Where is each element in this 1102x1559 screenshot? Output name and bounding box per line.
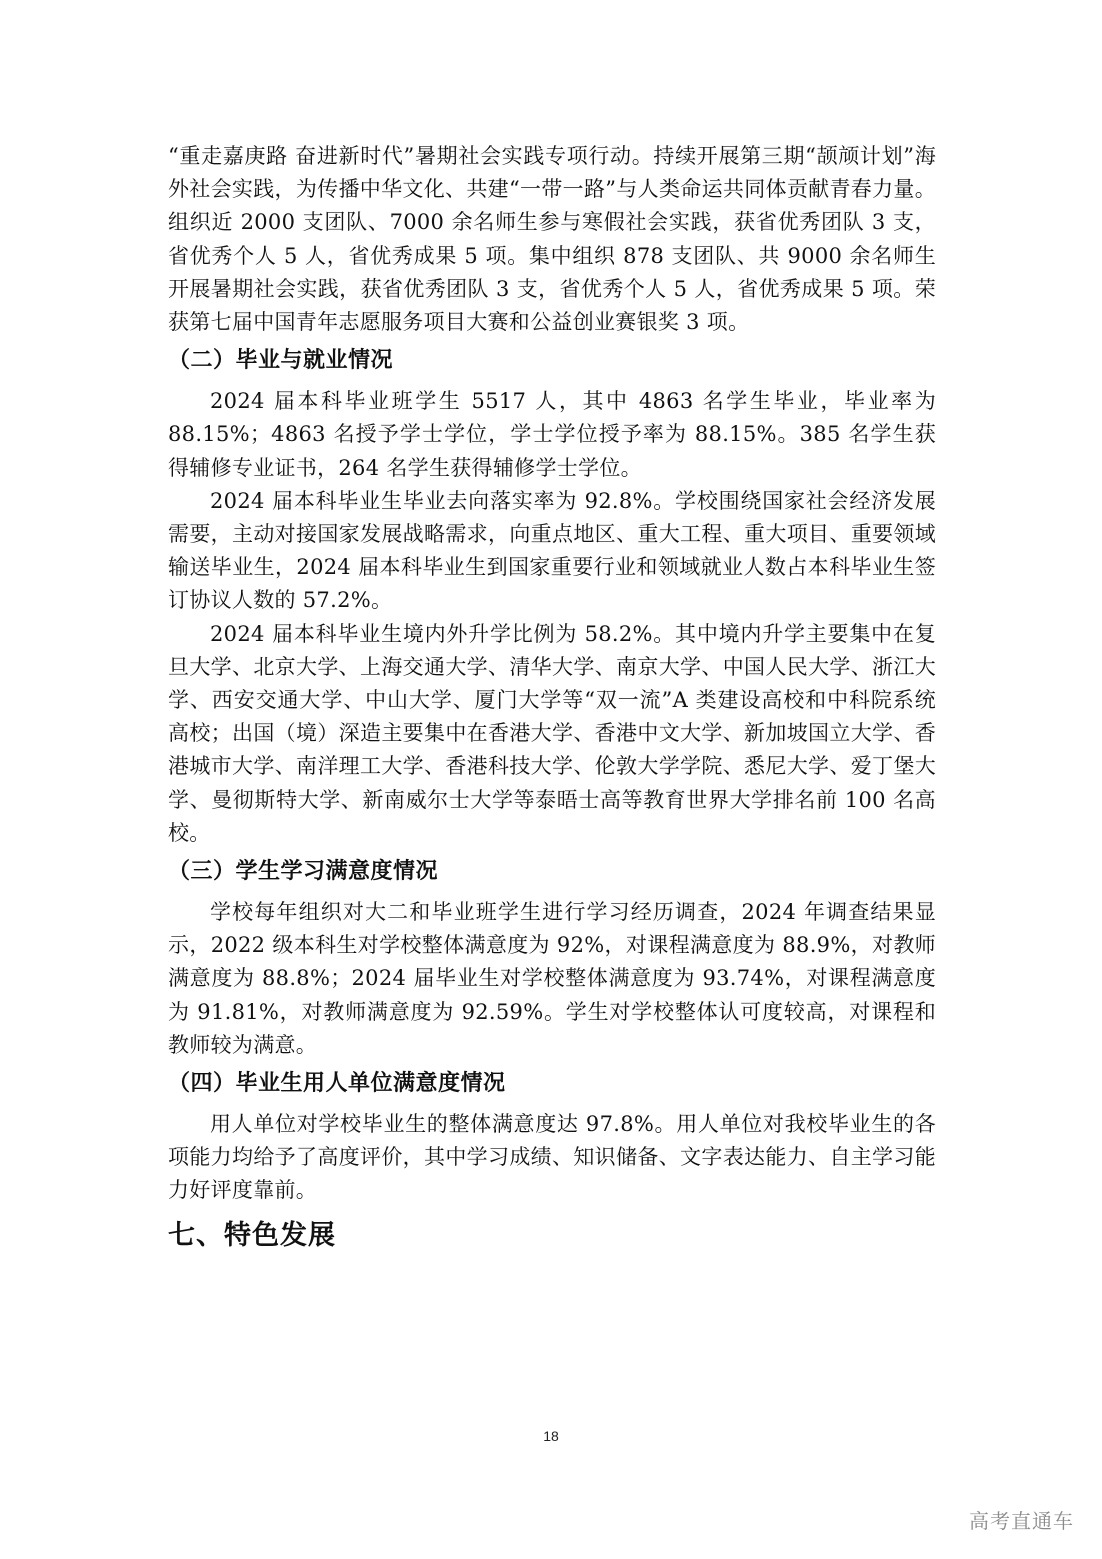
paragraph-employment-rate: 2024 届本科毕业生毕业去向落实率为 92.8%。学校围绕国家社会经济发展需要，主动对接国家发展战略需求，向重点地区、重大工程、重大项目、重要领域输送毕业生，2024 届本科毕业生到国家重要行业和领域就业人数占本科毕业生签订协议人数的 57.2%。 — [168, 488, 936, 613]
paragraph-further-study: 2024 届本科毕业生境内外升学比例为 58.2%。其中境内升学主要集中在复旦大学、北京大学、上海交通大学、清华大学、南京大学、中国人民大学、浙江大学、西安交通大学、中山大学、厦门大学等“双一流”A 类建设高校和中科院系统高校；出国（境）深造主要集中在香港大学、香港中文大学、新加坡国立大学、香港城市大学、南洋理工大学、香港科技大学、伦敦大学学院、悉尼大学、爱丁堡大学、曼彻斯特大学、新南威尔士大学等泰晤士高等教育世界大学排名前 100 名高校。 — [168, 621, 936, 845]
paragraph-employer-satisfaction: 用人单位对学校毕业生的整体满意度达 97.8%。用人单位对我校毕业生的各项能力均给予了高度评价，其中学习成绩、知识储备、文字表达能力、自主学习能力好评度靠前。 — [168, 1112, 936, 1203]
document-page — [168, 140, 936, 1254]
section-heading-graduation-employment: （二）毕业与就业情况 — [168, 348, 394, 374]
paragraph-learning-satisfaction: 学校每年组织对大二和毕业班学生进行学习经历调查，2024 年调查结果显示，2022 级本科生对学校整体满意度为 92%，对课程满意度为 88.9%，对教师满意度为 88.8%；2024 届毕业生对学校整体满意度为 93.74%，对课程满意度为 91.81%，对教师满意度为 92.59%。学生对学校整体认可度较高，对课程和教师较为满意。 — [168, 900, 936, 1057]
section-heading-employer-satisfaction: （四）毕业生用人单位满意度情况 — [168, 1071, 506, 1097]
watermark-text: 高考直通车 — [969, 1509, 1074, 1533]
page-number: 18 — [543, 1428, 559, 1444]
chapter-heading-characteristic-development: 七、特色发展 — [168, 1219, 336, 1251]
intro-paragraph: “重走嘉庚路 奋进新时代”暑期社会实践专项行动。持续开展第三期“颉颃计划”海外社会实践，为传播中华文化、共建“一带一路”与人类命运共同体贡献青春力量。组织近 2000 支团队、7000 余名师生参与寒假社会实践，获省优秀团队 3 支，省优秀个人 5 人，省优秀成果 5 项。集中组织 878 支团队、共 9000 余名师生开展暑期社会实践，获省优秀团队 3 支，省优秀个人 5 人，省优秀成果 5 项。荣获第七届中国青年志愿服务项目大赛和公益创业赛银奖 3 项。 — [168, 144, 936, 335]
section-heading-learning-satisfaction: （三）学生学习满意度情况 — [168, 859, 439, 885]
paragraph-graduation-rate: 2024 届本科毕业班学生 5517 人，其中 4863 名学生毕业，毕业率为 88.15%；4863 名授予学士学位，学士学位授予率为 88.15%。385 名学生获得辅修专业证书，264 名学生获得辅修学士学位。 — [168, 389, 936, 480]
